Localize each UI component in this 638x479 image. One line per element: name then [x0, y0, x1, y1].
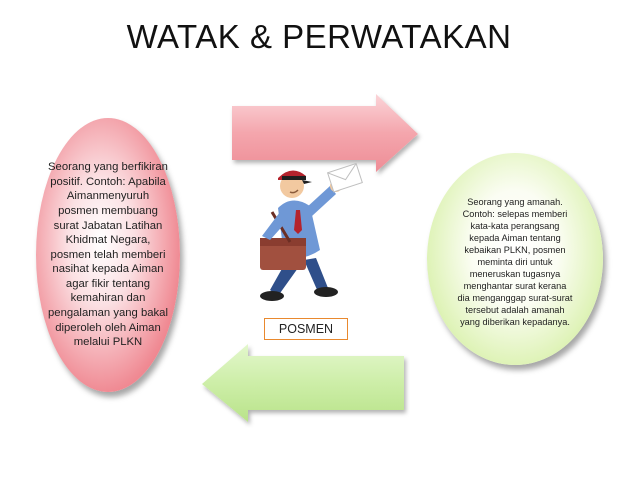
postman-illustration	[248, 150, 368, 310]
postman-caption: POSMEN	[264, 318, 348, 340]
left-description-bubble	[36, 118, 180, 392]
left-bubble-text: Seorang yang berfikiran positif. Contoh: Apabila Aimanmenyuruh posmen membuang surat Jabatan Latihan Khidmat Negara, posmen telah memberi nasihat kepada Aiman agar fikir tentang kemahiran dan pengalaman yang bakal diperoleh oleh Aiman melalui PLKN	[48, 161, 168, 349]
right-description-bubble	[427, 153, 603, 365]
left-arrow	[196, 340, 410, 428]
page-title: WATAK & PERWATAKAN	[126, 18, 512, 55]
right-bubble-text: Seorang yang amanah. Contoh: selepas memberi kata-kata perangsang kepada Aiman tentang kebaikan PLKN, posmen meminta diri untuk meneruskan tugasnya menghantar surat kerana dia menganggap surat-surat tersebut adalah amanah yang diberikan kepadanya.	[457, 197, 573, 327]
